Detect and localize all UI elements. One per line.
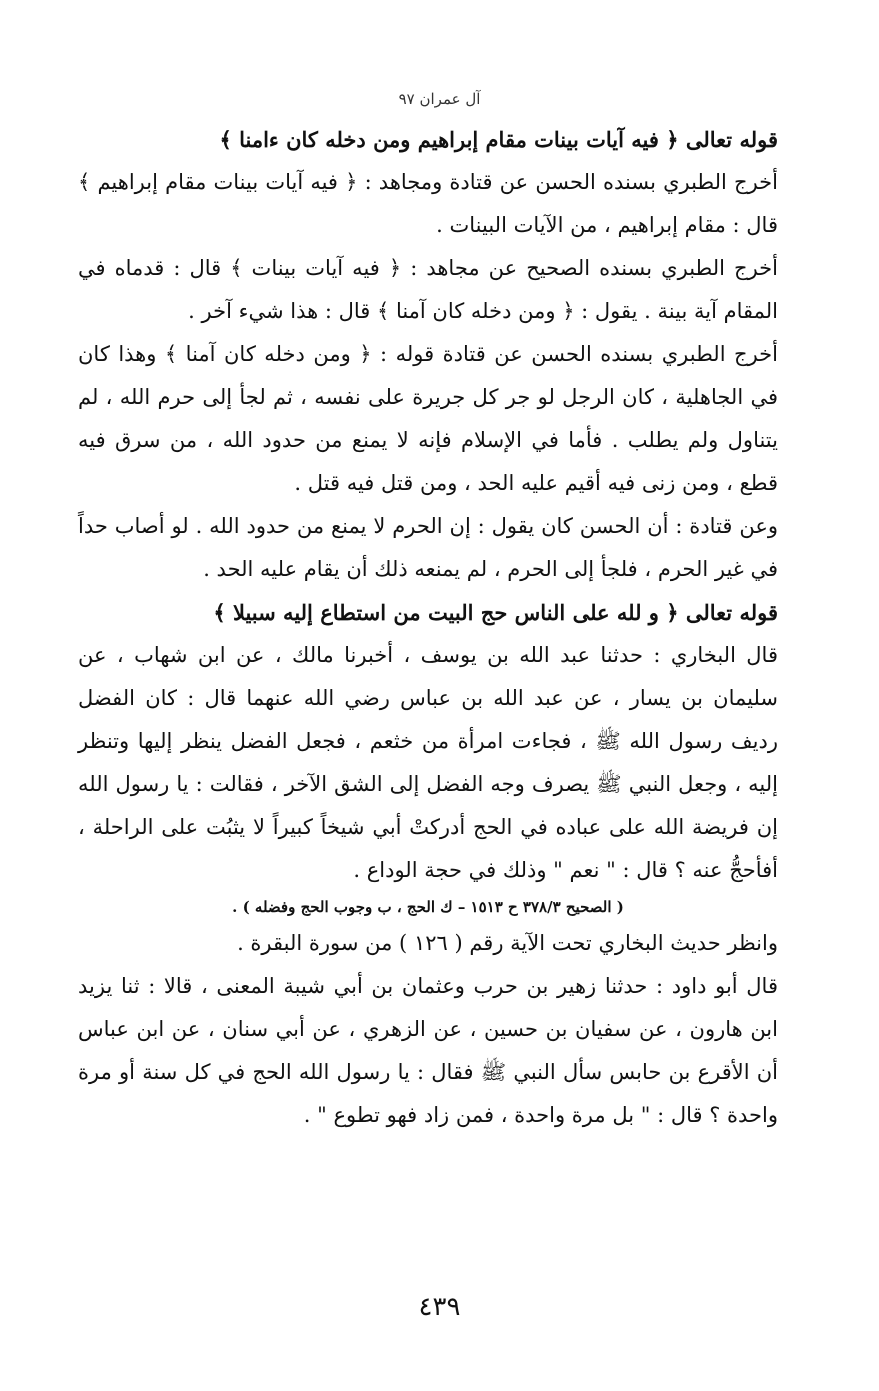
paragraph: وعن قتادة : أن الحسن كان يقول : إن الحرم لا يمنع من حدود الله . لو أصاب حداً في غير الحرم ، فلجأ إلى الحرم ، لم يمنعه ذلك أن يقام عليه الحد . bbox=[78, 514, 778, 581]
citation-reference: ( الصحيح ٣٧٨/٣ ح ١٥١٣ – ك الحج ، ب وجوب الحج وفضله ) . bbox=[232, 898, 624, 916]
page-body bbox=[78, 118, 778, 1137]
running-header: آل عمران ٩٧ bbox=[398, 90, 481, 108]
paragraph: وانظر حديث البخاري تحت الآية رقم ( ١٢٦ ) من سورة البقرة . bbox=[237, 931, 778, 955]
paragraph: أخرج الطبري بسنده الصحيح عن مجاهد : ﴿ فيه آيات بينات ﴾ قال : قدماه في المقام آية بينة . يقول : ﴿ ومن دخله كان آمنا ﴾ قال : هذا شيء آخر . bbox=[78, 256, 778, 323]
section-heading-verse-97a: قوله تعالى ﴿ فيه آيات بينات مقام إبراهيم ومن دخله كان ءامنا ﴾ bbox=[219, 127, 778, 152]
paragraph: أخرج الطبري بسنده الحسن عن قتادة قوله : ﴿ ومن دخله كان آمنا ﴾ وهذا كان في الجاهلية ، كان الرجل لو جر كل جريرة على نفسه ، ثم لجأ إلى حرم الله ، لم يتناول ولم يطلب . فأما في الإسلام فإنه لا يمنع من حدود الله ، من سرق فيه قطع ، ومن زنى فيه أقيم عليه الحد ، ومن قتل فيه قتل . bbox=[78, 342, 778, 495]
paragraph: قال البخاري : حدثنا عبد الله بن يوسف ، أخبرنا مالك ، عن ابن شهاب ، عن سليمان بن يسار ، عن عبد الله بن عباس رضي الله عنهما قال : كان الفضل رديف رسول الله ﷺ ، فجاءت امرأة من خثعم ، فجعل الفضل ينظر إليها وتنظر إليه ، وجعل النبي ﷺ يصرف وجه الفضل إلى الشق الآخر ، فقالت : يا رسول الله إن فريضة الله على عباده في الحج أدركتْ أبي شيخاً كبيراً لا يثبُت على الراحلة ، أفأحجُّ عنه ؟ قال : " نعم " وذلك في حجة الوداع . bbox=[78, 643, 778, 882]
page-number: ٤٣٩ bbox=[418, 1292, 461, 1322]
paragraph: قال أبو داود : حدثنا زهير بن حرب وعثمان بن أبي شيبة المعنى ، قالا : ثنا يزيد ابن هارون ، عن سفيان بن حسين ، عن الزهري ، عن أبي سنان ، عن ابن عباس أن الأقرع بن حابس سأل النبي ﷺ فقال : يا رسول الله الحج في كل سنة أو مرة واحدة ؟ قال : " بل مرة واحدة ، فمن زاد فهو تطوع " . bbox=[78, 974, 778, 1127]
section-heading-verse-97b: قوله تعالى ﴿ و لله على الناس حج البيت من استطاع إليه سبيلا ﴾ bbox=[213, 600, 778, 625]
paragraph: أخرج الطبري بسنده الحسن عن قتادة ومجاهد : ﴿ فيه آيات بينات مقام إبراهيم ﴾ قال : مقام إبراهيم ، من الآيات البينات . bbox=[78, 170, 778, 237]
